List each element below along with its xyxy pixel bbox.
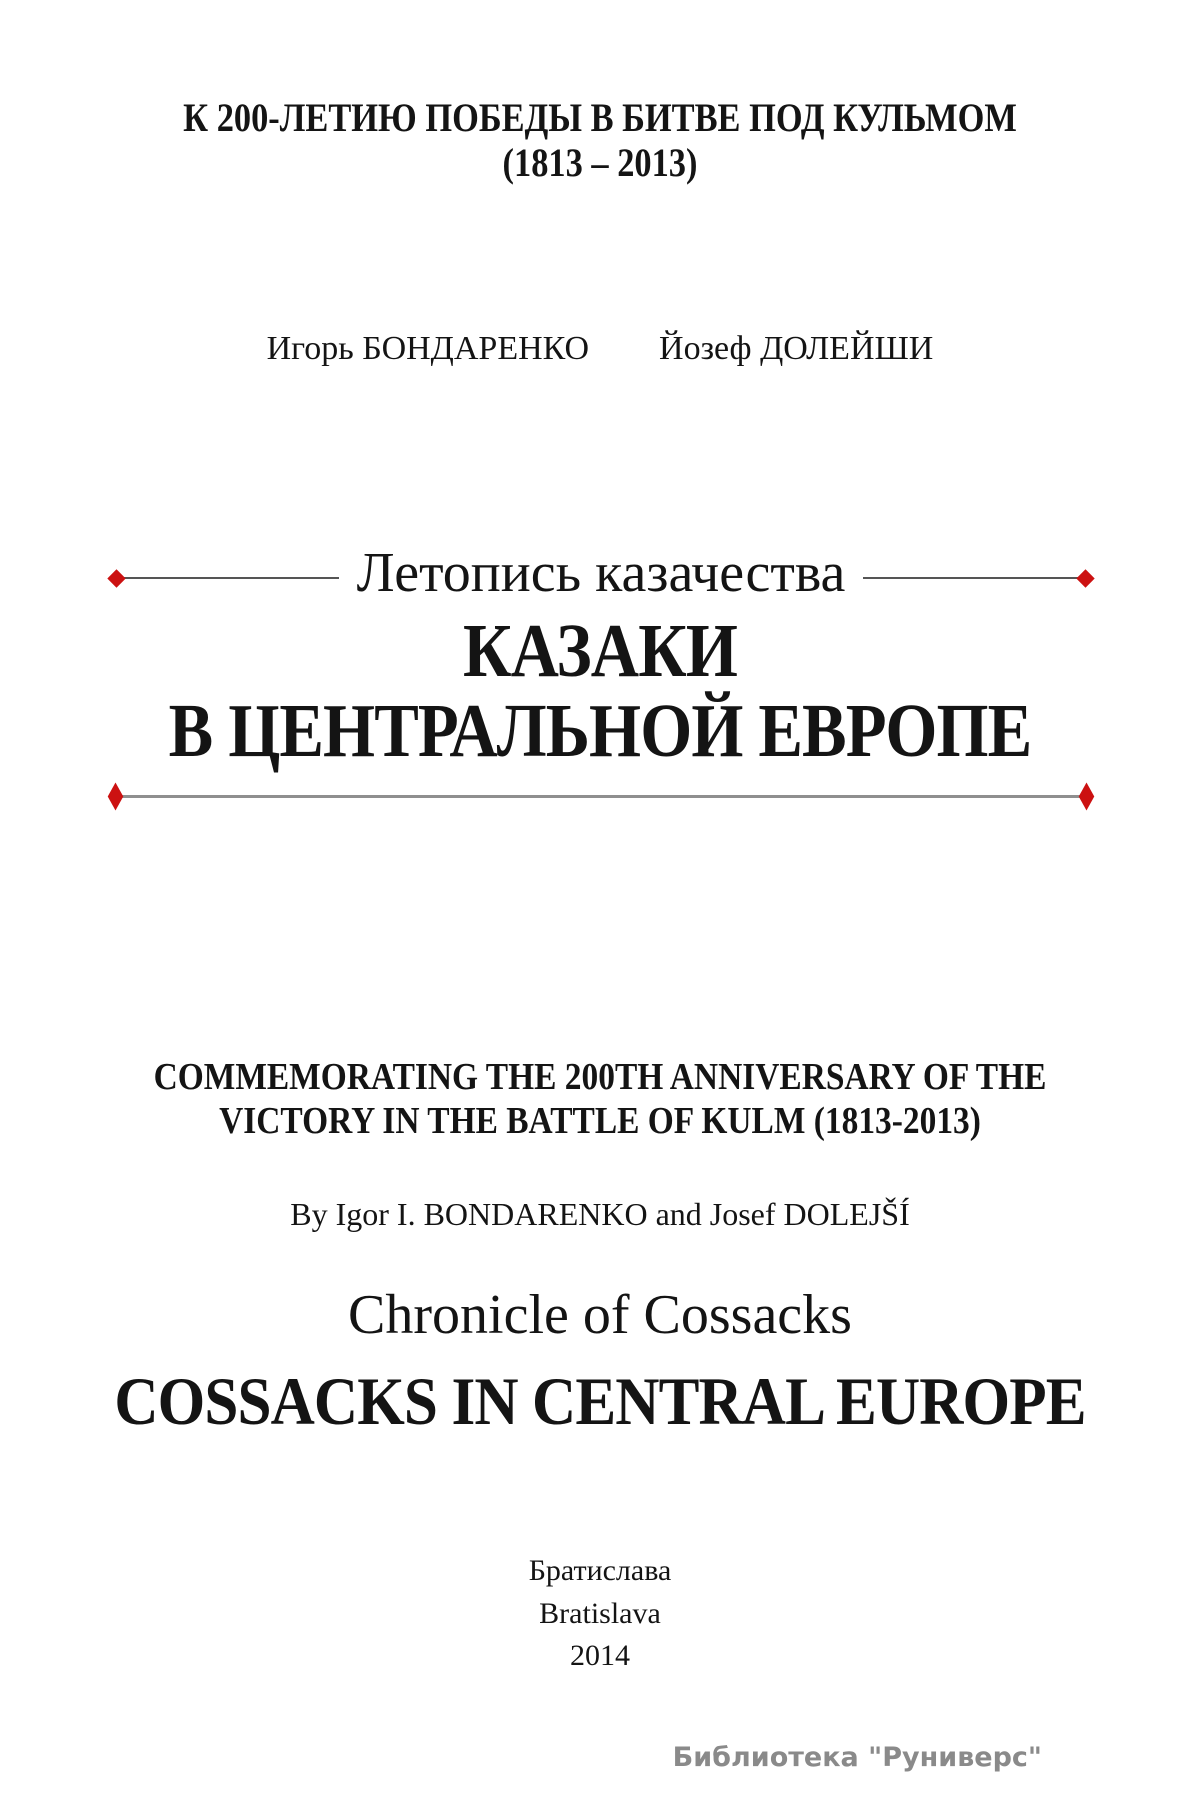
english-byline: By Igor I. BONDARENKO and Josef DOLEJŠÍ xyxy=(290,1196,910,1232)
english-series-title: Chronicle of Cossacks xyxy=(348,1284,852,1346)
red-diamond-icon xyxy=(107,569,125,587)
english-anniversary-line1: COMMEMORATING THE 200TH ANNIVERSARY OF THE xyxy=(153,1056,1047,1098)
red-diamond-icon xyxy=(108,782,124,810)
library-watermark: Библиотека "Руниверс" xyxy=(672,1742,1042,1773)
author-second: Йозеф ДОЛЕЙШИ xyxy=(659,330,934,367)
english-main-title: COSSACKS IN CENTRAL EUROPE xyxy=(114,1363,1086,1439)
title-bottom-rule xyxy=(110,787,1092,805)
red-diamond-icon xyxy=(1076,569,1094,587)
imprint-city-en: Bratislava xyxy=(539,1596,661,1630)
imprint-year: 2014 xyxy=(570,1639,630,1673)
author-first: Игорь БОНДАРЕНКО xyxy=(266,330,590,367)
rule-line xyxy=(121,795,1081,798)
series-title-rule xyxy=(110,542,1092,610)
authors-line xyxy=(0,330,1200,368)
rule-line-left xyxy=(123,577,339,579)
main-title-line2: В ЦЕНТРАЛЬНОЙ ЕВРОПЕ xyxy=(168,688,1032,773)
red-diamond-icon xyxy=(1079,782,1095,810)
english-anniversary-heading xyxy=(72,1056,1128,1143)
main-title xyxy=(72,609,1128,773)
series-title: Летопись казачества xyxy=(356,542,846,604)
imprint-city-ru: Братислава xyxy=(528,1554,672,1587)
rule-line-right xyxy=(863,577,1079,579)
imprint xyxy=(0,1550,1200,1678)
main-title-line1: КАЗАКИ xyxy=(463,609,737,693)
series-note xyxy=(84,96,1116,186)
english-anniversary-line2: VICTORY IN THE BATTLE OF KULM (1813-2013) xyxy=(219,1099,981,1142)
series-note-line1: К 200-ЛЕТИЮ ПОБЕДЫ В БИТВЕ ПОД КУЛЬМОМ xyxy=(183,95,1017,140)
series-note-line2: (1813 – 2013) xyxy=(502,139,698,185)
